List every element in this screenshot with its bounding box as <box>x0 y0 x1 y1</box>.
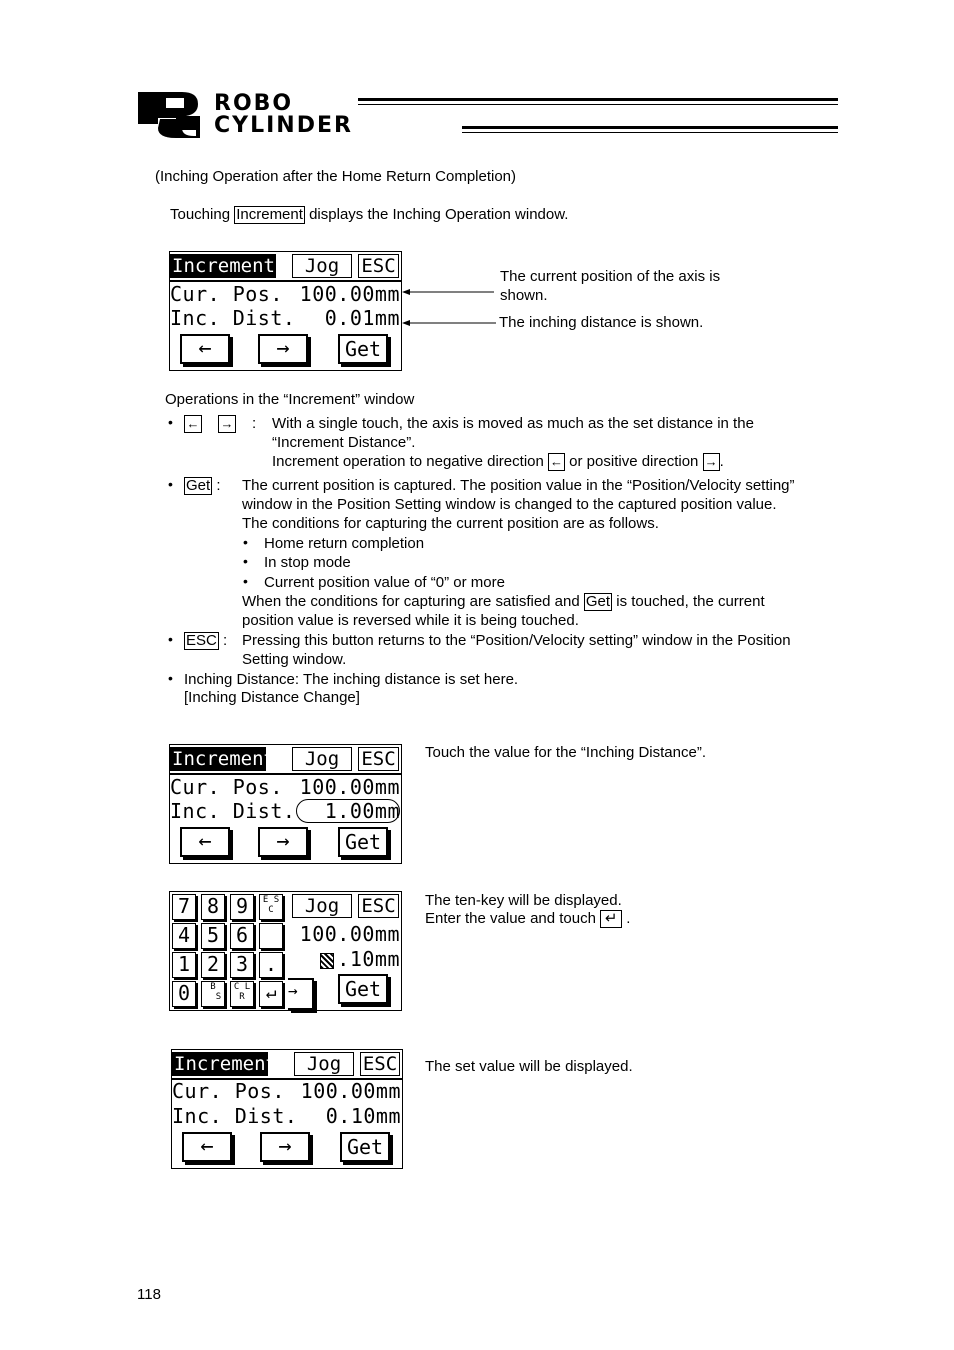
ops-heading: Operations in the “Increment” window <box>165 391 415 408</box>
page-number: 118 <box>137 1286 161 1303</box>
key-clr[interactable]: C L R <box>230 981 254 1007</box>
right-arrow-ref: → <box>218 415 236 433</box>
get-button-ref-inline: Get <box>585 593 611 610</box>
bullet: • <box>168 414 173 430</box>
section-title: (Inching Operation after the Home Return Completion) <box>155 168 517 185</box>
cur-pos-label: Cur. Pos. <box>170 775 283 799</box>
lcd-screen-3 <box>169 891 402 1011</box>
esc-button-ref: ESC <box>186 632 217 649</box>
bullet: • <box>243 573 248 589</box>
key-0[interactable]: 0 <box>172 981 196 1007</box>
lcd-screen-1 <box>169 251 402 371</box>
cur-pos-value: 100.00mm <box>299 282 400 306</box>
screen-title: Increment <box>174 1053 277 1075</box>
key-3[interactable]: 3 <box>230 952 254 978</box>
get-button[interactable]: Get <box>340 1132 390 1162</box>
key-esc[interactable]: E S C <box>259 894 283 920</box>
jog-button[interactable]: Jog <box>294 1052 354 1076</box>
inc-dist-value[interactable]: 1.00mm <box>324 799 400 823</box>
arrows-desc-l2: “Increment Distance”. <box>272 434 416 451</box>
robo-cylinder-logo <box>136 90 838 140</box>
right-arrow-button[interactable]: → <box>260 1132 310 1162</box>
get-button[interactable]: Get <box>338 974 388 1004</box>
get-desc-l3: The conditions for capturing the current position are as follows. <box>242 515 659 532</box>
key-blank[interactable] <box>259 923 283 949</box>
inching-distance-l1: Inching Distance: The inching distance is set here. <box>184 671 519 688</box>
callout-cur-pos-l1: The current position of the axis is <box>500 268 721 285</box>
left-arrow-ref-inline: ← <box>550 454 563 469</box>
lcd-screen-4 <box>171 1049 403 1169</box>
get-desc-l4: When the conditions for capturing are satisfied and Get is touched, the current <box>242 593 765 610</box>
inc-dist-value: .10mm <box>337 947 400 971</box>
arrows-desc-l3: Increment operation to negative direction ← or positive direction → . <box>272 453 724 470</box>
callout-inc-dist: The inching distance is shown. <box>499 314 704 331</box>
arrows-colon: : <box>252 415 257 432</box>
get-desc-l1: The current position is captured. The position value in the “Position/Velocity setting” <box>242 477 795 494</box>
bullet: • <box>243 534 248 550</box>
logo-rule-bottom <box>462 126 838 129</box>
bullet: • <box>243 553 248 569</box>
cur-pos-value: 100.00mm <box>299 922 400 946</box>
condition-2: In stop mode <box>264 554 351 571</box>
inc-dist-label: Inc. Dist. <box>170 306 296 330</box>
screen3-note-l1: The ten-key will be displayed. <box>425 892 622 909</box>
key-4[interactable]: 4 <box>172 923 196 949</box>
key-5[interactable]: 5 <box>201 923 225 949</box>
right-arrow-ref-inline: → <box>704 454 718 469</box>
logo-rule-top-thin <box>358 104 838 105</box>
esc-desc-l2: Setting window. <box>242 651 347 668</box>
left-arrow-ref: ← <box>184 415 202 433</box>
get-desc-l2: window in the Position Setting window is changed to the captured position value. <box>242 496 777 513</box>
right-arrow-button[interactable]: → <box>258 334 308 364</box>
screen3-note-l2: Enter the value and touch ↵ . <box>425 910 631 927</box>
arrows-desc-l1: With a single touch, the axis is moved as much as the set distance in the <box>272 415 754 432</box>
screen4-note: The set value will be displayed. <box>425 1058 633 1075</box>
left-arrow-button[interactable]: ← <box>182 1132 232 1162</box>
intro-line: Touching Increment displays the Inching Operation window. <box>170 206 569 223</box>
key-enter[interactable]: ↵ <box>259 981 283 1007</box>
screen2-note: Touch the value for the “Inching Distance”. <box>425 744 706 761</box>
get-item: Get : <box>186 477 221 494</box>
inc-dist-label: Inc. Dist. <box>170 799 296 823</box>
logo-text-robo: ROBO <box>214 91 294 116</box>
callout-cur-pos-l2: shown. <box>500 287 548 304</box>
key-dot[interactable]: . <box>259 952 283 978</box>
key-bs[interactable]: B S <box>201 981 225 1007</box>
inc-dist-value[interactable]: 0.10mm <box>325 1104 401 1128</box>
condition-1: Home return completion <box>264 535 425 552</box>
cur-pos-label: Cur. Pos. <box>172 1079 285 1103</box>
esc-button[interactable]: ESC <box>358 894 399 918</box>
rc-logo-mark <box>136 90 212 140</box>
bullet: • <box>168 476 173 492</box>
key-8[interactable]: 8 <box>201 894 225 920</box>
get-button[interactable]: Get <box>338 334 388 364</box>
logo-text-cylinder: CYLINDER <box>214 113 353 138</box>
callout-arrows <box>400 280 500 330</box>
logo-rule-top <box>358 98 838 101</box>
esc-desc-l1: Pressing this button returns to the “Position/Velocity setting” window in the Position <box>242 632 791 649</box>
logo-rule-bottom-thin <box>462 132 838 133</box>
right-arrow-button[interactable]: → <box>258 827 308 857</box>
right-arrow-partial-icon: → <box>288 978 314 1010</box>
bullet: • <box>168 670 173 686</box>
screen-title: Increment <box>172 255 275 277</box>
jog-button[interactable]: Jog <box>292 254 352 278</box>
inc-dist-label: Inc. Dist. <box>172 1104 298 1128</box>
inc-dist-value[interactable]: 0.01mm <box>324 306 400 330</box>
get-desc-l5: position value is reversed while it is being touched. <box>242 612 579 629</box>
jog-button[interactable]: Jog <box>292 747 352 771</box>
esc-button[interactable]: ESC <box>360 1052 400 1076</box>
increment-button-ref: Increment <box>236 206 303 223</box>
cur-pos-value: 100.00mm <box>300 1079 401 1103</box>
key-7[interactable]: 7 <box>172 894 196 920</box>
get-button[interactable]: Get <box>338 827 388 857</box>
esc-button[interactable]: ESC <box>358 254 399 278</box>
key-6[interactable]: 6 <box>230 923 254 949</box>
left-arrow-button[interactable]: ← <box>180 827 230 857</box>
condition-3: Current position value of “0” or more <box>264 574 505 591</box>
inching-distance-l2: [Inching Distance Change] <box>184 689 360 706</box>
esc-item: ESC : <box>186 632 228 649</box>
get-button-ref: Get <box>186 477 211 494</box>
jog-button[interactable]: Jog <box>292 894 352 918</box>
bullet: • <box>168 631 173 647</box>
lcd-screen-2 <box>169 744 402 864</box>
screen-title: Increment <box>172 748 275 770</box>
key-1[interactable]: 1 <box>172 952 196 978</box>
key-2[interactable]: 2 <box>201 952 225 978</box>
esc-button[interactable]: ESC <box>358 747 399 771</box>
left-arrow-button[interactable]: ← <box>180 334 230 364</box>
input-cursor <box>320 953 334 969</box>
enter-key-ref: ↵ <box>600 910 622 928</box>
cur-pos-label: Cur. Pos. <box>170 282 283 306</box>
key-9[interactable]: 9 <box>230 894 254 920</box>
cur-pos-value: 100.00mm <box>299 775 400 799</box>
